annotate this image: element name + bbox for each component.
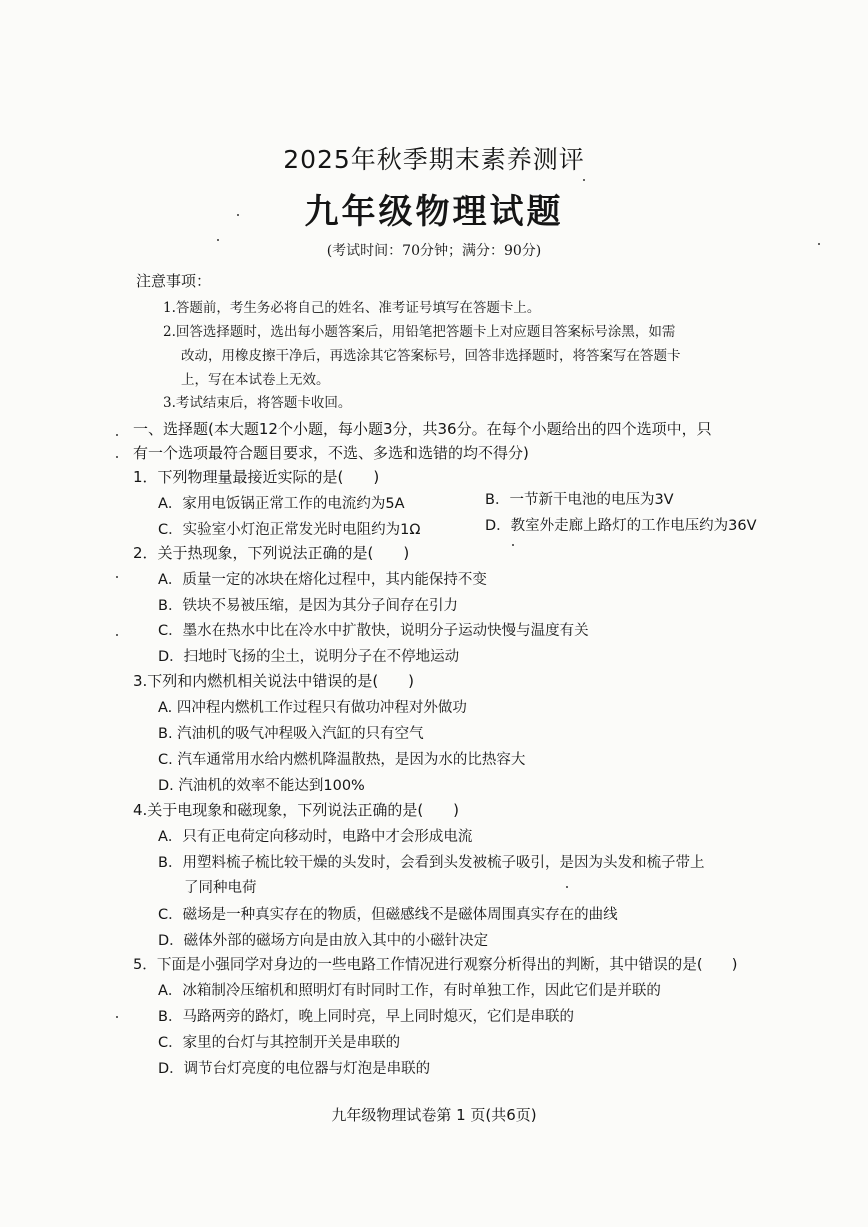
scan-speck [116, 634, 118, 636]
option-c: C．家里的台灯与其控制开关是串联的 [158, 1035, 401, 1051]
page-footer: 九年级物理试卷第 1 页(共6页) [331, 1106, 537, 1124]
option-a: A．家用电饭锅正常工作的电流约为5A [158, 496, 405, 512]
option-d: D．调节台灯亮度的电位器与灯泡是串联的 [158, 1061, 431, 1077]
notes-title: 注意事项： [136, 272, 212, 290]
exam-info: (考试时间：70分钟；满分：90分) [326, 243, 542, 259]
option-a: A．质量一定的冰块在熔化过程中，其内能保持不变 [158, 572, 487, 588]
scan-speck [217, 239, 219, 241]
option-c: C．磁场是一种真实存在的物质，但磁感线不是磁体周围真实存在的曲线 [158, 907, 618, 923]
option-b: B．用塑料梳子梳比较干燥的头发时，会看到头发被梳子吸引，是因为头发和梳子带上 [158, 855, 705, 871]
exam-subtitle: 2025年秋季期末素养测评 [283, 145, 585, 174]
question-stem: 3.下列和内燃机相关说法中错误的是( ) [133, 672, 415, 690]
note-item: 上，写在本试卷上无效。 [181, 372, 330, 388]
option-c: C. 汽车通常用水给内燃机降温散热，是因为水的比热容大 [158, 752, 526, 768]
scan-speck [116, 434, 118, 436]
option-d: D. 汽油机的效率不能达到100% [158, 778, 365, 794]
question-stem: 2．关于热现象，下列说法正确的是( ) [133, 544, 410, 562]
section-heading: 一、选择题(本大题12个小题，每小题3分，共36分。在每个小题给出的四个选项中，只 [133, 420, 712, 438]
section-heading-cont: 有一个选项最符合题目要求，不选、多选和选错的均不得分) [133, 444, 529, 462]
option-d: D．磁体外部的磁场方向是由放入其中的小磁针决定 [158, 933, 489, 949]
option-d: D．扫地时飞扬的尘土，说明分子在不停地运动 [158, 649, 460, 665]
question-stem: 1．下列物理量最接近实际的是( ) [133, 468, 380, 486]
option-b: B．一节新干电池的电压为3V [485, 492, 674, 508]
option-b-cont: 了同种电荷 [184, 880, 257, 896]
note-item: 2.回答选择题时，选出每小题答案后，用铅笔把答题卡上对应题目答案标号涂黑，如需 [163, 324, 676, 340]
scan-speck [818, 243, 820, 245]
option-b: B．马路两旁的路灯，晚上同时亮，早上同时熄灭，它们是串联的 [158, 1009, 574, 1025]
note-item: 1.答题前，考生务必将自己的姓名、准考证号填写在答题卡上。 [163, 300, 541, 316]
option-b: B. 汽油机的吸气冲程吸入汽缸的只有空气 [158, 726, 424, 742]
note-item: 改动，用橡皮擦干净后，再选涂其它答案标号，回答非选择题时，将答案写在答题卡 [181, 348, 681, 364]
question-stem: 4.关于电现象和磁现象，下列说法正确的是( ) [133, 801, 460, 819]
option-d: D．教室外走廊上路灯的工作电压约为36V [485, 518, 757, 534]
option-a: A．只有正电荷定向移动时，电路中才会形成电流 [158, 829, 473, 845]
scan-speck [237, 214, 239, 216]
note-item: 3.考试结束后，将答题卡收回。 [163, 395, 352, 411]
page-title: 九年级物理试题 [304, 192, 564, 232]
scan-speck [583, 179, 585, 181]
scan-speck [566, 886, 568, 888]
scan-speck [512, 544, 514, 546]
question-stem: 5．下面是小强同学对身边的一些电路工作情况进行观察分析得出的判断，其中错误的是( ) [133, 956, 738, 973]
option-a: A．冰箱制冷压缩机和照明灯有时同时工作，有时单独工作，因此它们是并联的 [158, 983, 661, 999]
scan-speck [116, 576, 118, 578]
option-c: C．墨水在热水中比在冷水中扩散快，说明分子运动快慢与温度有关 [158, 623, 589, 639]
scan-speck [116, 1016, 118, 1018]
scan-speck [116, 456, 118, 458]
option-b: B．铁块不易被压缩，是因为其分子间存在引力 [158, 598, 458, 614]
option-c: C．实验室小灯泡正常发光时电阻约为1Ω [158, 522, 421, 538]
option-a: A. 四冲程内燃机工作过程只有做功冲程对外做功 [158, 700, 467, 716]
